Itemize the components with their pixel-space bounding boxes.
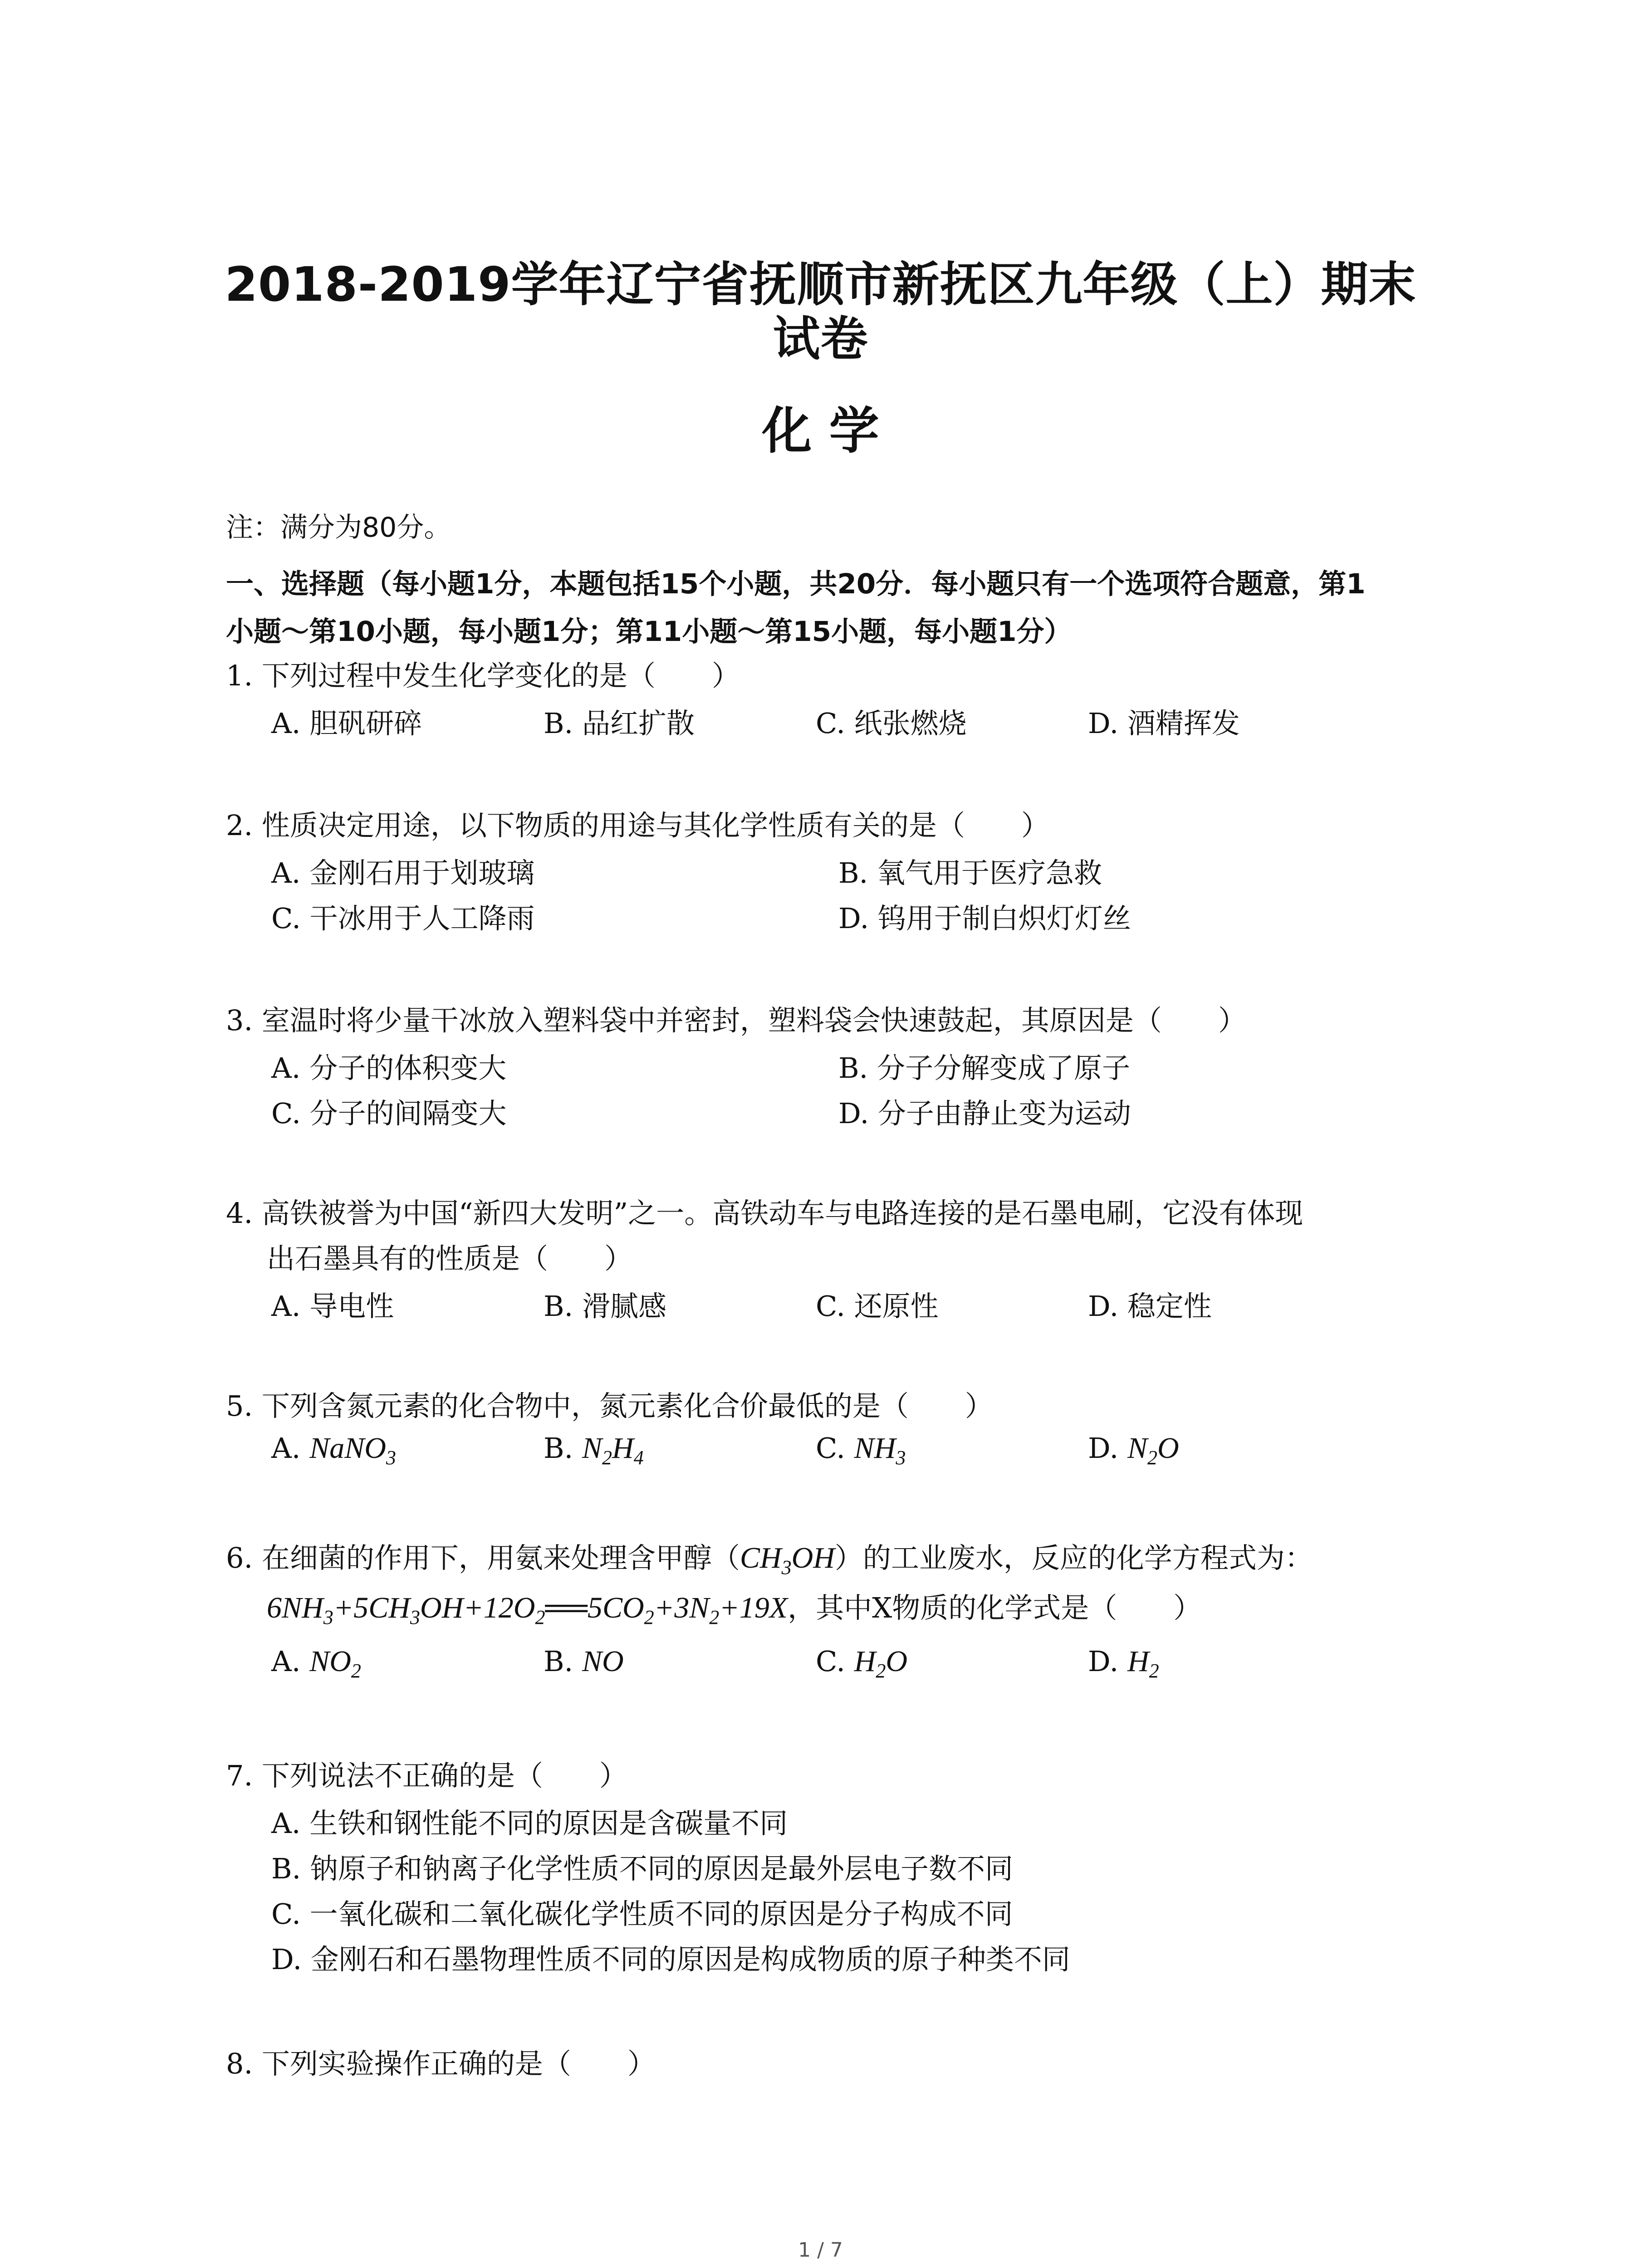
question-4-option-d[interactable]: D. 稳定性 bbox=[1088, 1290, 1212, 1323]
question-6-stem-part3: ，其中X物质的化学式是（ ） bbox=[788, 1591, 1202, 1624]
section-heading bbox=[226, 560, 1451, 655]
question-2-option-c[interactable]: C. 干冰用于人工降雨 bbox=[271, 902, 535, 935]
option-letter: A. bbox=[271, 1645, 301, 1678]
question-5-stem: 5. 下列含氮元素的化合物中，氮元素化合价最低的是（ ） bbox=[226, 1389, 993, 1422]
question-8-stem: 8. 下列实验操作正确的是（ ） bbox=[226, 2047, 656, 2080]
formula-n2h4: $N_2H_4$ bbox=[582, 1432, 644, 1469]
question-6-option-a[interactable] bbox=[271, 1644, 361, 1682]
question-4-option-a[interactable]: A. 导电性 bbox=[271, 1290, 394, 1323]
question-6-stem bbox=[226, 1535, 1313, 1579]
question-6-stem-part2: ）的工业废水，反应的化学方程式为： bbox=[834, 1541, 1313, 1574]
formula-nh3: $NH_3$ bbox=[854, 1432, 906, 1469]
page-number: 1 / 7 bbox=[798, 2239, 843, 2262]
question-3-option-b[interactable]: B. 分子分解变成了原子 bbox=[838, 1051, 1130, 1085]
score-note: 注：满分为80分。 bbox=[226, 512, 451, 543]
question-6-equation bbox=[267, 1585, 1201, 1629]
section-heading-line2: 小题～第10小题，每小题1分；第11小题～第15小题，每小题1分） bbox=[226, 616, 1072, 648]
question-2-option-a[interactable]: A. 金刚石用于划玻璃 bbox=[271, 856, 535, 890]
question-5-option-a[interactable] bbox=[271, 1431, 396, 1469]
formula-no2: $NO_2$ bbox=[309, 1645, 361, 1682]
question-4-stem-cont: 出石墨具有的性质是（ ） bbox=[267, 1242, 633, 1275]
formula-no: NO bbox=[582, 1645, 624, 1678]
option-letter: B. bbox=[544, 1645, 573, 1678]
option-letter: D. bbox=[1088, 1645, 1119, 1678]
question-7-option-a[interactable]: A. 生铁和钢性能不同的原因是含碳量不同 bbox=[271, 1807, 788, 1840]
exam-title-line2: 试卷 bbox=[773, 311, 868, 367]
question-3-stem: 3. 室温时将少量干冰放入塑料袋中并密封，塑料袋会快速鼓起，其原因是（ ） bbox=[226, 1004, 1246, 1037]
formula-ch3oh: $CH_3OH$ bbox=[740, 1541, 835, 1579]
question-4-option-b[interactable]: B. 滑腻感 bbox=[544, 1290, 666, 1323]
exam-title-line1: 2018-2019学年辽宁省抚顺市新抚区九年级（上）期末 bbox=[225, 257, 1416, 312]
question-3-option-a[interactable]: A. 分子的体积变大 bbox=[271, 1051, 507, 1085]
option-letter: A. bbox=[271, 1432, 301, 1465]
question-1-option-b[interactable]: B. 品红扩散 bbox=[544, 707, 695, 740]
question-5-option-b[interactable] bbox=[544, 1431, 644, 1469]
question-7-option-b[interactable]: B. 钠原子和钠离子化学性质不同的原因是最外层电子数不同 bbox=[271, 1852, 1013, 1885]
question-5-option-d[interactable] bbox=[1088, 1431, 1179, 1469]
question-5-option-c[interactable] bbox=[816, 1431, 906, 1469]
formula-n2o: $N_2O$ bbox=[1127, 1432, 1179, 1469]
question-3-option-c[interactable]: C. 分子的间隔变大 bbox=[271, 1097, 507, 1130]
question-6-stem-part1: 6. 在细菌的作用下，用氨来处理含甲醇（ bbox=[226, 1541, 740, 1574]
question-1-option-a[interactable]: A. 胆矾研碎 bbox=[271, 707, 422, 740]
subject-heading: 化 学 bbox=[762, 402, 879, 460]
formula-h2o: $H_2O$ bbox=[854, 1645, 907, 1682]
question-3-option-d[interactable]: D. 分子由静止变为运动 bbox=[838, 1097, 1131, 1130]
question-6-option-d[interactable] bbox=[1088, 1644, 1159, 1682]
question-6-option-c[interactable] bbox=[816, 1644, 907, 1682]
question-4-option-c[interactable]: C. 还原性 bbox=[816, 1290, 939, 1323]
formula-nano3: NaNO$_3$ bbox=[309, 1432, 396, 1469]
option-letter: C. bbox=[816, 1645, 845, 1678]
question-2-option-b[interactable]: B. 氧气用于医疗急救 bbox=[838, 856, 1102, 890]
option-letter: B. bbox=[544, 1432, 573, 1465]
question-2-option-d[interactable]: D. 钨用于制白炽灯灯丝 bbox=[838, 902, 1131, 935]
question-6-option-b[interactable] bbox=[544, 1644, 624, 1679]
question-2-stem: 2. 性质决定用途，以下物质的用途与其化学性质有关的是（ ） bbox=[226, 809, 1049, 842]
section-heading-line1: 一、选择题（每小题1分，本题包括15个小题，共20分．每小题只有一个选项符合题意，第1 bbox=[226, 568, 1366, 600]
question-1-option-d[interactable]: D. 酒精挥发 bbox=[1088, 707, 1240, 740]
formula-h2: $H_2$ bbox=[1127, 1645, 1159, 1682]
question-1-stem: 1. 下列过程中发生化学变化的是（ ） bbox=[226, 659, 740, 692]
question-7-option-d[interactable]: D. 金刚石和石墨物理性质不同的原因是构成物质的原子种类不同 bbox=[271, 1943, 1070, 1976]
question-4-stem: 4. 高铁被誉为中国“新四大发明”之一。高铁动车与电路连接的是石墨电刷，它没有体现 bbox=[226, 1197, 1303, 1230]
question-1-option-c[interactable]: C. 纸张燃烧 bbox=[816, 707, 967, 740]
option-letter: C. bbox=[816, 1432, 845, 1465]
option-letter: D. bbox=[1088, 1432, 1119, 1465]
chemical-equation: $6NH_3+5CH_3OH+12O_2══5CO_2+3N_2+19X$ bbox=[267, 1591, 788, 1629]
question-7-option-c[interactable]: C. 一氧化碳和二氧化碳化学性质不同的原因是分子构成不同 bbox=[271, 1897, 1013, 1931]
question-7-stem: 7. 下列说法不正确的是（ ） bbox=[226, 1759, 627, 1792]
